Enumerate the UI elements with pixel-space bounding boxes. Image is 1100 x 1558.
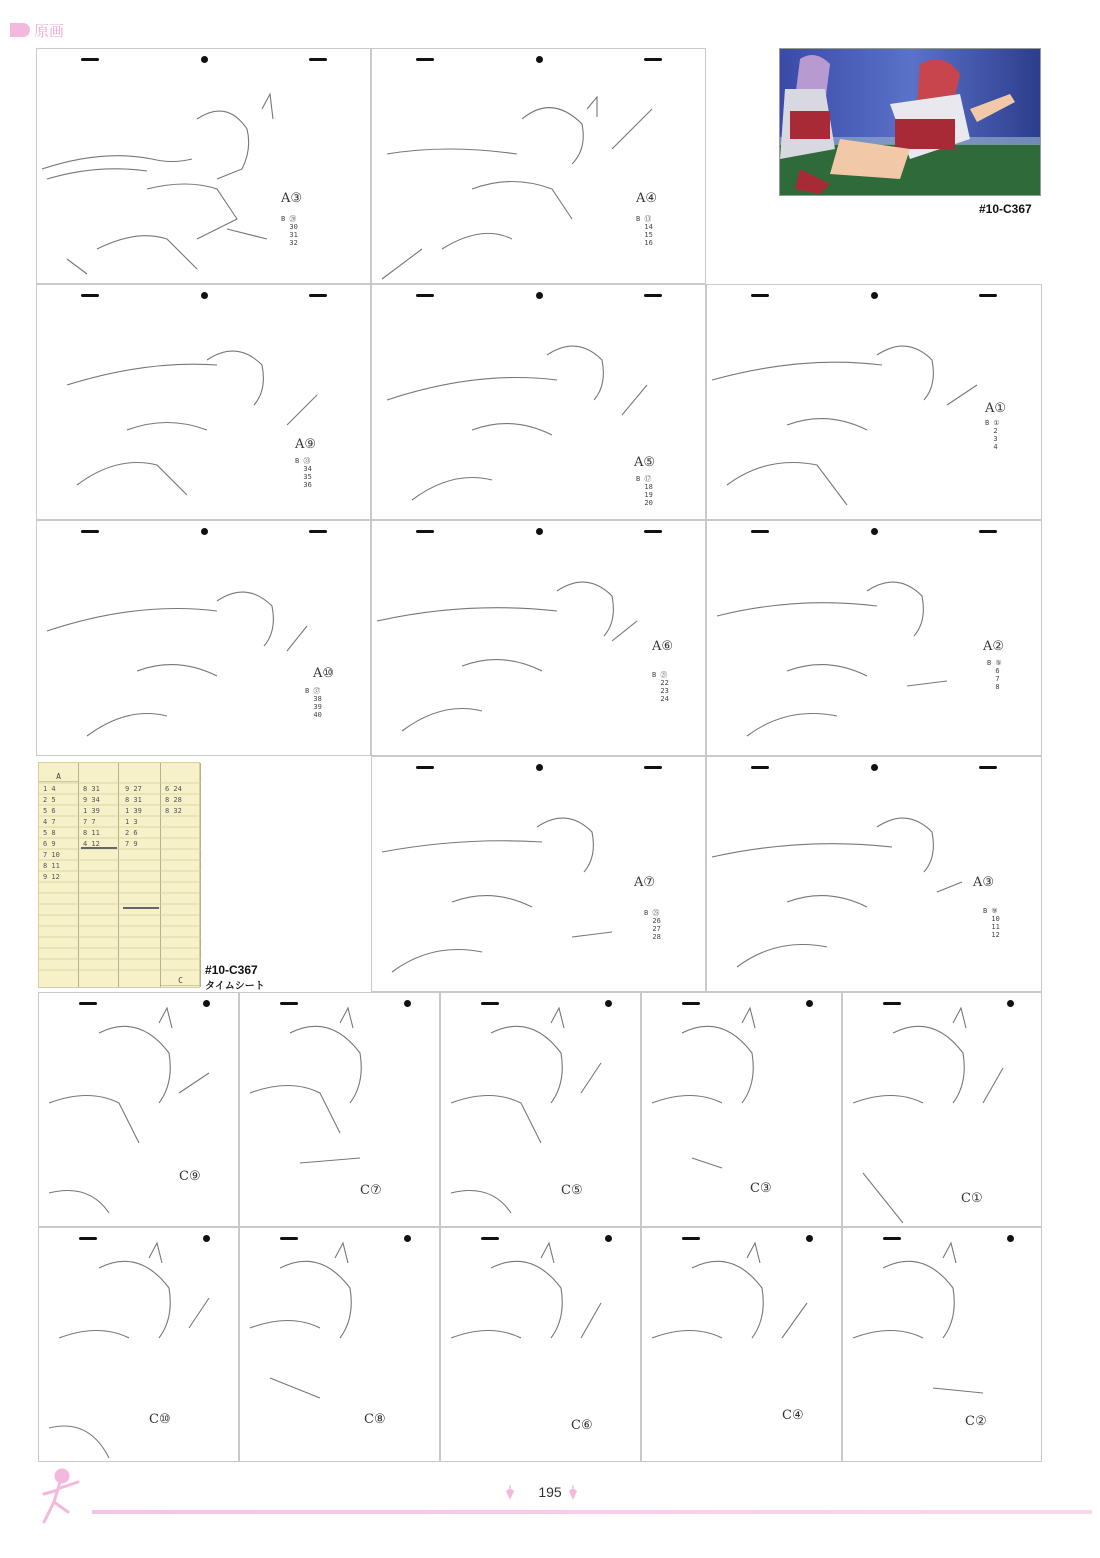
frame-label: C⑩ (149, 1412, 171, 1427)
running-girl-closeup-sketch (642, 993, 842, 1227)
svg-text:5 6: 5 6 (43, 807, 56, 815)
svg-text:4 12: 4 12 (83, 840, 100, 848)
svg-text:8 11: 8 11 (83, 829, 100, 837)
timesheet-header-a: A (39, 771, 78, 782)
running-girl-sketch (372, 49, 706, 284)
running-girl-closeup-sketch (39, 993, 239, 1227)
keyframe-a4 (371, 48, 706, 284)
keyframe-a1 (706, 284, 1042, 520)
svg-text:2 5: 2 5 (43, 796, 56, 804)
frame-label: A⑨ (295, 437, 317, 452)
frame-label: C① (961, 1191, 983, 1206)
carrot-icon (568, 1484, 578, 1500)
running-girl-closeup-sketch (642, 1228, 842, 1462)
running-girl-closeup-sketch (240, 1228, 440, 1462)
keyframe-a7 (371, 756, 706, 992)
frame-label: C⑨ (179, 1169, 201, 1184)
keyframe-c7 (239, 992, 440, 1227)
svg-text:2 6: 2 6 (125, 829, 138, 837)
keyframe-c9 (38, 992, 239, 1227)
frame-label: C⑦ (360, 1183, 382, 1198)
svg-text:9 27: 9 27 (125, 785, 142, 793)
svg-text:1 39: 1 39 (125, 807, 142, 815)
frame-label: C③ (750, 1181, 772, 1196)
anime-still-illustration (780, 49, 1041, 196)
section-label: 原画 (34, 22, 65, 40)
frame-label: A① (985, 401, 1007, 416)
keyframe-c10 (38, 1227, 239, 1462)
frame-timing: B ⑬ 14 15 16 (636, 215, 653, 247)
svg-text:7 9: 7 9 (125, 840, 138, 848)
frame-timing: B ⑰ 18 19 20 (636, 475, 653, 507)
keyframe-a3 (36, 48, 371, 284)
keyframe-c6 (440, 1227, 641, 1462)
running-girl-sketch (372, 757, 706, 992)
running-girl-sketch (37, 49, 371, 284)
svg-text:6 9: 6 9 (43, 840, 56, 848)
frame-timing: B ㉑ 22 23 24 (652, 671, 669, 703)
svg-text:7 7: 7 7 (83, 818, 96, 826)
running-girl-sketch (37, 285, 371, 520)
section-tag (10, 20, 64, 40)
svg-text:5 8: 5 8 (43, 829, 56, 837)
svg-text:6 24: 6 24 (165, 785, 182, 793)
frame-timing: B ㊲ 38 39 40 (305, 687, 322, 719)
svg-text:9 12: 9 12 (43, 873, 60, 881)
frame-label: A⑥ (652, 639, 674, 654)
svg-text:4 7: 4 7 (43, 818, 56, 826)
timesheet-grid (39, 763, 201, 989)
timesheet-caption-id: #10-C367 (205, 963, 258, 977)
frame-timing: B ⑳ 30 31 32 (281, 215, 298, 247)
footer-divider (92, 1510, 1092, 1514)
svg-text:8 32: 8 32 (165, 807, 182, 815)
still-caption: #10-C367 (979, 202, 1032, 216)
keyframe-c3 (641, 992, 842, 1227)
svg-text:8 28: 8 28 (165, 796, 182, 804)
page-number: 195 (538, 1484, 562, 1500)
frame-timing: B ⑨ 10 11 12 (983, 907, 1000, 939)
running-girl-closeup-sketch (39, 1228, 239, 1462)
keyframe-c5 (440, 992, 641, 1227)
svg-text:9 34: 9 34 (83, 796, 100, 804)
frame-label: C⑧ (364, 1412, 386, 1427)
keyframe-a6 (371, 520, 706, 756)
svg-text:7 10: 7 10 (43, 851, 60, 859)
frame-label: A⑩ (313, 666, 335, 681)
running-girl-closeup-sketch (441, 993, 641, 1227)
running-girl-closeup-sketch (240, 993, 440, 1227)
keyframe-a5 (371, 284, 706, 520)
frame-label: A② (983, 639, 1005, 654)
keyframe-a3-second (706, 756, 1042, 992)
frame-label: A⑤ (634, 455, 656, 470)
running-girl-sketch (37, 521, 371, 756)
svg-text:8 11: 8 11 (43, 862, 60, 870)
frame-timing: B ㉝ 34 35 36 (295, 457, 312, 489)
running-girl-closeup-sketch (441, 1228, 641, 1462)
keyframe-c1 (842, 992, 1042, 1227)
keyframe-c4 (641, 1227, 842, 1462)
frame-label: A③ (281, 191, 303, 206)
svg-text:8 31: 8 31 (125, 796, 142, 804)
anime-still-image (779, 48, 1041, 196)
frame-label: C⑤ (561, 1183, 583, 1198)
keyframe-c8 (239, 1227, 440, 1462)
running-girl-closeup-sketch (843, 993, 1042, 1227)
section-tab-shape (10, 23, 30, 37)
frame-timing: B ⑤ 6 7 8 (987, 659, 1002, 691)
keyframe-c2 (842, 1227, 1042, 1462)
keyframe-a2 (706, 520, 1042, 756)
frame-label: A③ (973, 875, 995, 890)
frame-label: A④ (636, 191, 658, 206)
keyframe-a9 (36, 284, 371, 520)
frame-label: A⑦ (634, 875, 656, 890)
svg-text:8 31: 8 31 (83, 785, 100, 793)
running-girl-closeup-sketch (843, 1228, 1042, 1462)
svg-text:1 39: 1 39 (83, 807, 100, 815)
frame-label: C② (965, 1414, 987, 1429)
timesheet-caption-label: タイムシート (205, 981, 265, 992)
frame-timing: B ㉕ 26 27 28 (644, 909, 661, 941)
frame-timing: B ① 2 3 4 (985, 419, 1000, 451)
frame-label: C⑥ (571, 1418, 593, 1433)
frame-label: C④ (782, 1408, 804, 1423)
timesheet (38, 762, 200, 988)
keyframe-a10 (36, 520, 371, 756)
timesheet-footer-c: C (161, 975, 200, 986)
running-girl-sketch (372, 285, 706, 520)
svg-text:1 3: 1 3 (125, 818, 138, 826)
svg-text:1 4: 1 4 (43, 785, 56, 793)
